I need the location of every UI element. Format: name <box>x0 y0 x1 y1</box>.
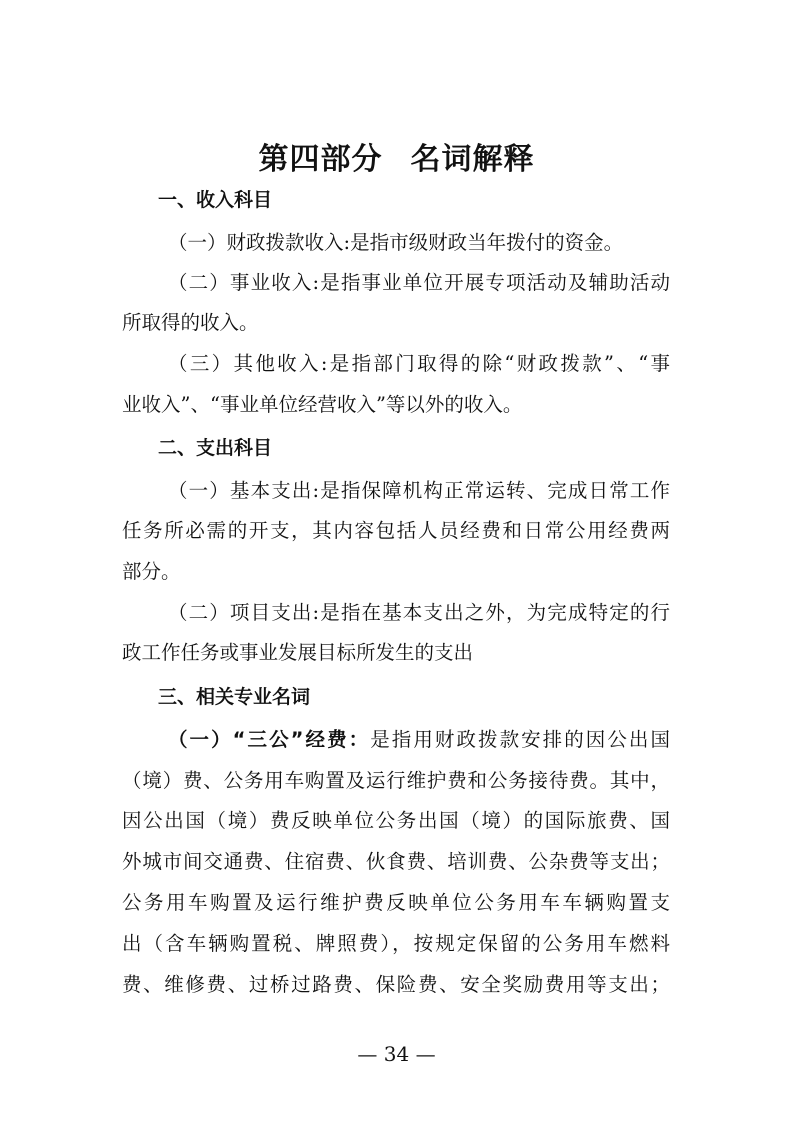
term-definition: 是指用财政拨款安排的因公出国 <box>370 728 670 751</box>
paragraph-line <box>168 725 670 755</box>
paragraph-line: （三）其他收入:是指部门取得的除“财政拨款”、“事 <box>168 352 670 375</box>
section-heading-terms: 三、相关专业名词 <box>158 686 311 708</box>
page-title <box>0 138 793 182</box>
paragraph-line: 外城市间交通费、住宿费、伙食费、培训费、公杂费等支出； <box>122 850 670 873</box>
paragraph-line: 出（含车辆购置税、牌照费），按规定保留的公务用车燃料 <box>122 932 670 955</box>
paragraph-line: 费、维修费、过桥过路费、保险费、安全奖励费用等支出； <box>122 973 670 996</box>
paragraph-line: 业收入”、“事业单位经营收入”等以外的收入。 <box>122 393 523 416</box>
paragraph-line: （一）基本支出:是指保障机构正常运转、完成日常工作 <box>168 479 670 502</box>
paragraph-line: 公务用车购置及运行维护费反映单位公务用车车辆购置支 <box>122 891 670 914</box>
section-heading-income: 一、收入科目 <box>158 189 273 211</box>
paragraph-line: 部分。 <box>122 560 181 583</box>
paragraph-line: （二）事业收入:是指事业单位开展专项活动及辅助活动 <box>168 271 670 294</box>
paragraph-line: 所取得的收入。 <box>122 311 259 334</box>
paragraph-line: （一）财政拨款收入:是指市级财政当年拨付的资金。 <box>168 231 624 254</box>
paragraph-line: （二）项目支出:是指在基本支出之外，为完成特定的行 <box>168 601 670 624</box>
paragraph-line: （境）费、公务用车购置及运行维护费和公务接待费。其中， <box>122 769 670 792</box>
title-name: 名词解释 <box>410 142 535 177</box>
paragraph-line: 政工作任务或事业发展目标所发生的支出 <box>122 641 474 664</box>
term-label: （一）“三公”经费： <box>168 728 371 751</box>
page-number: — 34 — <box>357 1042 436 1066</box>
paragraph-line: 任务所必需的开支，其内容包括人员经费和日常公用经费两 <box>122 519 670 542</box>
section-heading-expenditure: 二、支出科目 <box>158 437 273 459</box>
title-part: 第四部分 <box>258 142 383 177</box>
paragraph-line: 因公出国（境）费反映单位公务出国（境）的国际旅费、国 <box>122 809 670 832</box>
